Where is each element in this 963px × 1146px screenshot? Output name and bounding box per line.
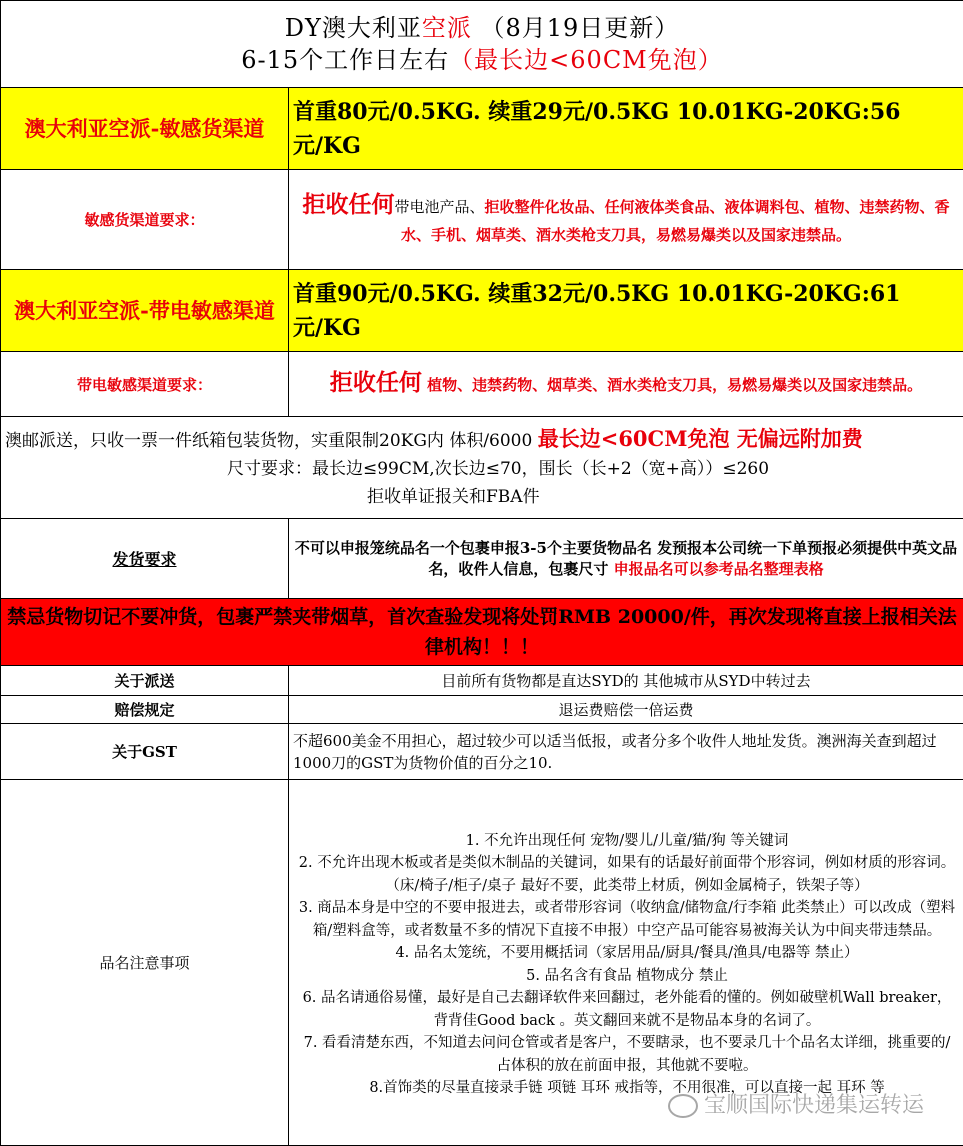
gst-label: 关于GST <box>1 724 289 780</box>
channel1-req-lead: 拒收任何 <box>302 191 394 218</box>
shipping-text: 不可以申报笼统品名一个包裹申报3-5个主要货物品名 发预报本公司统一下单预报必须提供中英文品名，收件人信息，包裹尺寸 <box>295 539 957 578</box>
title-air-highlight: 空派 <box>422 14 472 42</box>
note-item: 7. 看看清楚东西，不知道去问问仓管或者是客户，不要瞎录，也不要录几十个品名太详细，挑重要的/占体积的放在前面申报，其他就不要啦。 <box>297 1032 957 1077</box>
shipping-requirements <box>289 519 963 599</box>
channel2-price: 首重90元/0.5KG. 续重32元/0.5KG 10.01KG-20KG:61元/KG <box>289 270 963 352</box>
sheet-title <box>1 1 963 88</box>
postal-highlight: 最长边<60CM免泡 无偏远附加费 <box>538 426 863 451</box>
title-service: DY澳大利亚 <box>285 14 422 42</box>
watermark <box>668 1088 924 1119</box>
channel2-req-text: 植物、违禁药物、烟草类、酒水类枪支刀具，易燃易爆类以及国家违禁品。 <box>422 376 922 394</box>
title-transit-time: 6-15个工作日左右 <box>241 46 449 74</box>
channel2-requirements <box>289 352 963 417</box>
channel1-req-text: 拒收整件化妆品、任何液体类食品、液体调料包、植物、违禁药物、香水、手机、烟草类、酒水类枪支刀具，易燃易爆类以及国家违禁品。 <box>401 198 950 244</box>
channel1-price: 首重80元/0.5KG. 续重29元/0.5KG 10.01KG-20KG:56元/KG <box>289 88 963 170</box>
wechat-logo-icon <box>668 1094 698 1118</box>
compensation-text: 退运费赔偿一倍运费 <box>289 696 963 724</box>
channel1-name: 澳大利亚空派-敏感货渠道 <box>1 88 289 170</box>
channel2-requirements-label: 带电敏感渠道要求： <box>1 352 289 417</box>
prohibited-goods-warning: 禁忌货物切记不要冲货，包裹严禁夹带烟草，首次查验发现将处罚RMB 20000/件，再次发现将直接上报相关法律机构！！！ <box>1 599 963 666</box>
title-line-1 <box>5 12 959 44</box>
note-item: 2. 不允许出现木板或者是类似木制品的关键词，如果有的话最好前面带个形容词，例如材质的形容词。（床/椅子/柜子/桌子 最好不要，此类带上材质，例如金属椅子，铁架子等） <box>297 852 957 897</box>
note-item: 6. 品名请通俗易懂，最好是自己去翻译软件来回翻过，老外能看的懂的。例如破壁机Wall breaker，背背佳Good back 。英文翻回来就不是物品本身的名词了。 <box>297 987 957 1032</box>
channel1-req-battery: 带电池产品、 <box>394 198 484 216</box>
shipping-requirements-label: 发货要求 <box>1 519 289 599</box>
channel2-name: 澳大利亚空派-带电敏感渠道 <box>1 270 289 352</box>
title-free-volume-note: （最长边<60CM免泡） <box>449 46 723 74</box>
note-item: 1. 不允许出现任何 宠物/婴儿/儿童/猫/狗 等关键词 <box>297 830 957 853</box>
note-item: 3. 商品本身是中空的不要申报进去，或者带形容词（收纳盒/储物盒/行李箱 此类禁止）可以改成（塑料箱/塑料盒等，或者数量不多的情况下直接不申报）中空产品可能容易被海关认为中间夹带违禁品。 <box>297 897 957 942</box>
naming-notes-label: 品名注意事项 <box>1 780 289 1146</box>
shipping-reference-note: 申报品名可以参考品名整理表格 <box>614 560 824 578</box>
postal-delivery-info <box>1 417 963 519</box>
watermark-text: 宝顺国际快递集运转运 <box>704 1093 924 1118</box>
channel1-requirements <box>289 170 963 270</box>
title-line-2 <box>5 44 959 76</box>
delivery-label: 关于派送 <box>1 666 289 696</box>
channel2-req-lead: 拒收任何 <box>330 369 422 396</box>
gst-text: 不超600美金不用担心，超过较少可以适当低报，或者分多个收件人地址发货。澳洲海关查到超过1000刀的GST为货物价值的百分之10. <box>289 724 963 780</box>
postal-reject-note: 拒收单证报关和FBA件 <box>5 483 959 511</box>
note-item: 4. 品名太笼统，不要用概括词（家居用品/厨具/餐具/渔具/电器等 禁止） <box>297 942 957 965</box>
delivery-text: 目前所有货物都是直达SYD的 其他城市从SYD中转过去 <box>289 666 963 696</box>
postal-text: 澳邮派送，只收一票一件纸箱包装货物，实重限制20KG内 体积/6000 <box>5 431 538 451</box>
title-update-date: （8月19日更新） <box>472 14 679 42</box>
postal-size-requirements: 尺寸要求：最长边≤99CM,次长边≤70，围长（长+2（宽+高））≤260 <box>5 455 959 483</box>
channel1-requirements-label: 敏感货渠道要求： <box>1 170 289 270</box>
note-item: 5. 品名含有食品 植物成分 禁止 <box>297 965 957 988</box>
compensation-label: 赔偿规定 <box>1 696 289 724</box>
note-item: 8.首饰类的尽量直接录手链 项链 耳环 戒指等，不用很准，可以直接一起 耳环 等 <box>297 1077 957 1100</box>
